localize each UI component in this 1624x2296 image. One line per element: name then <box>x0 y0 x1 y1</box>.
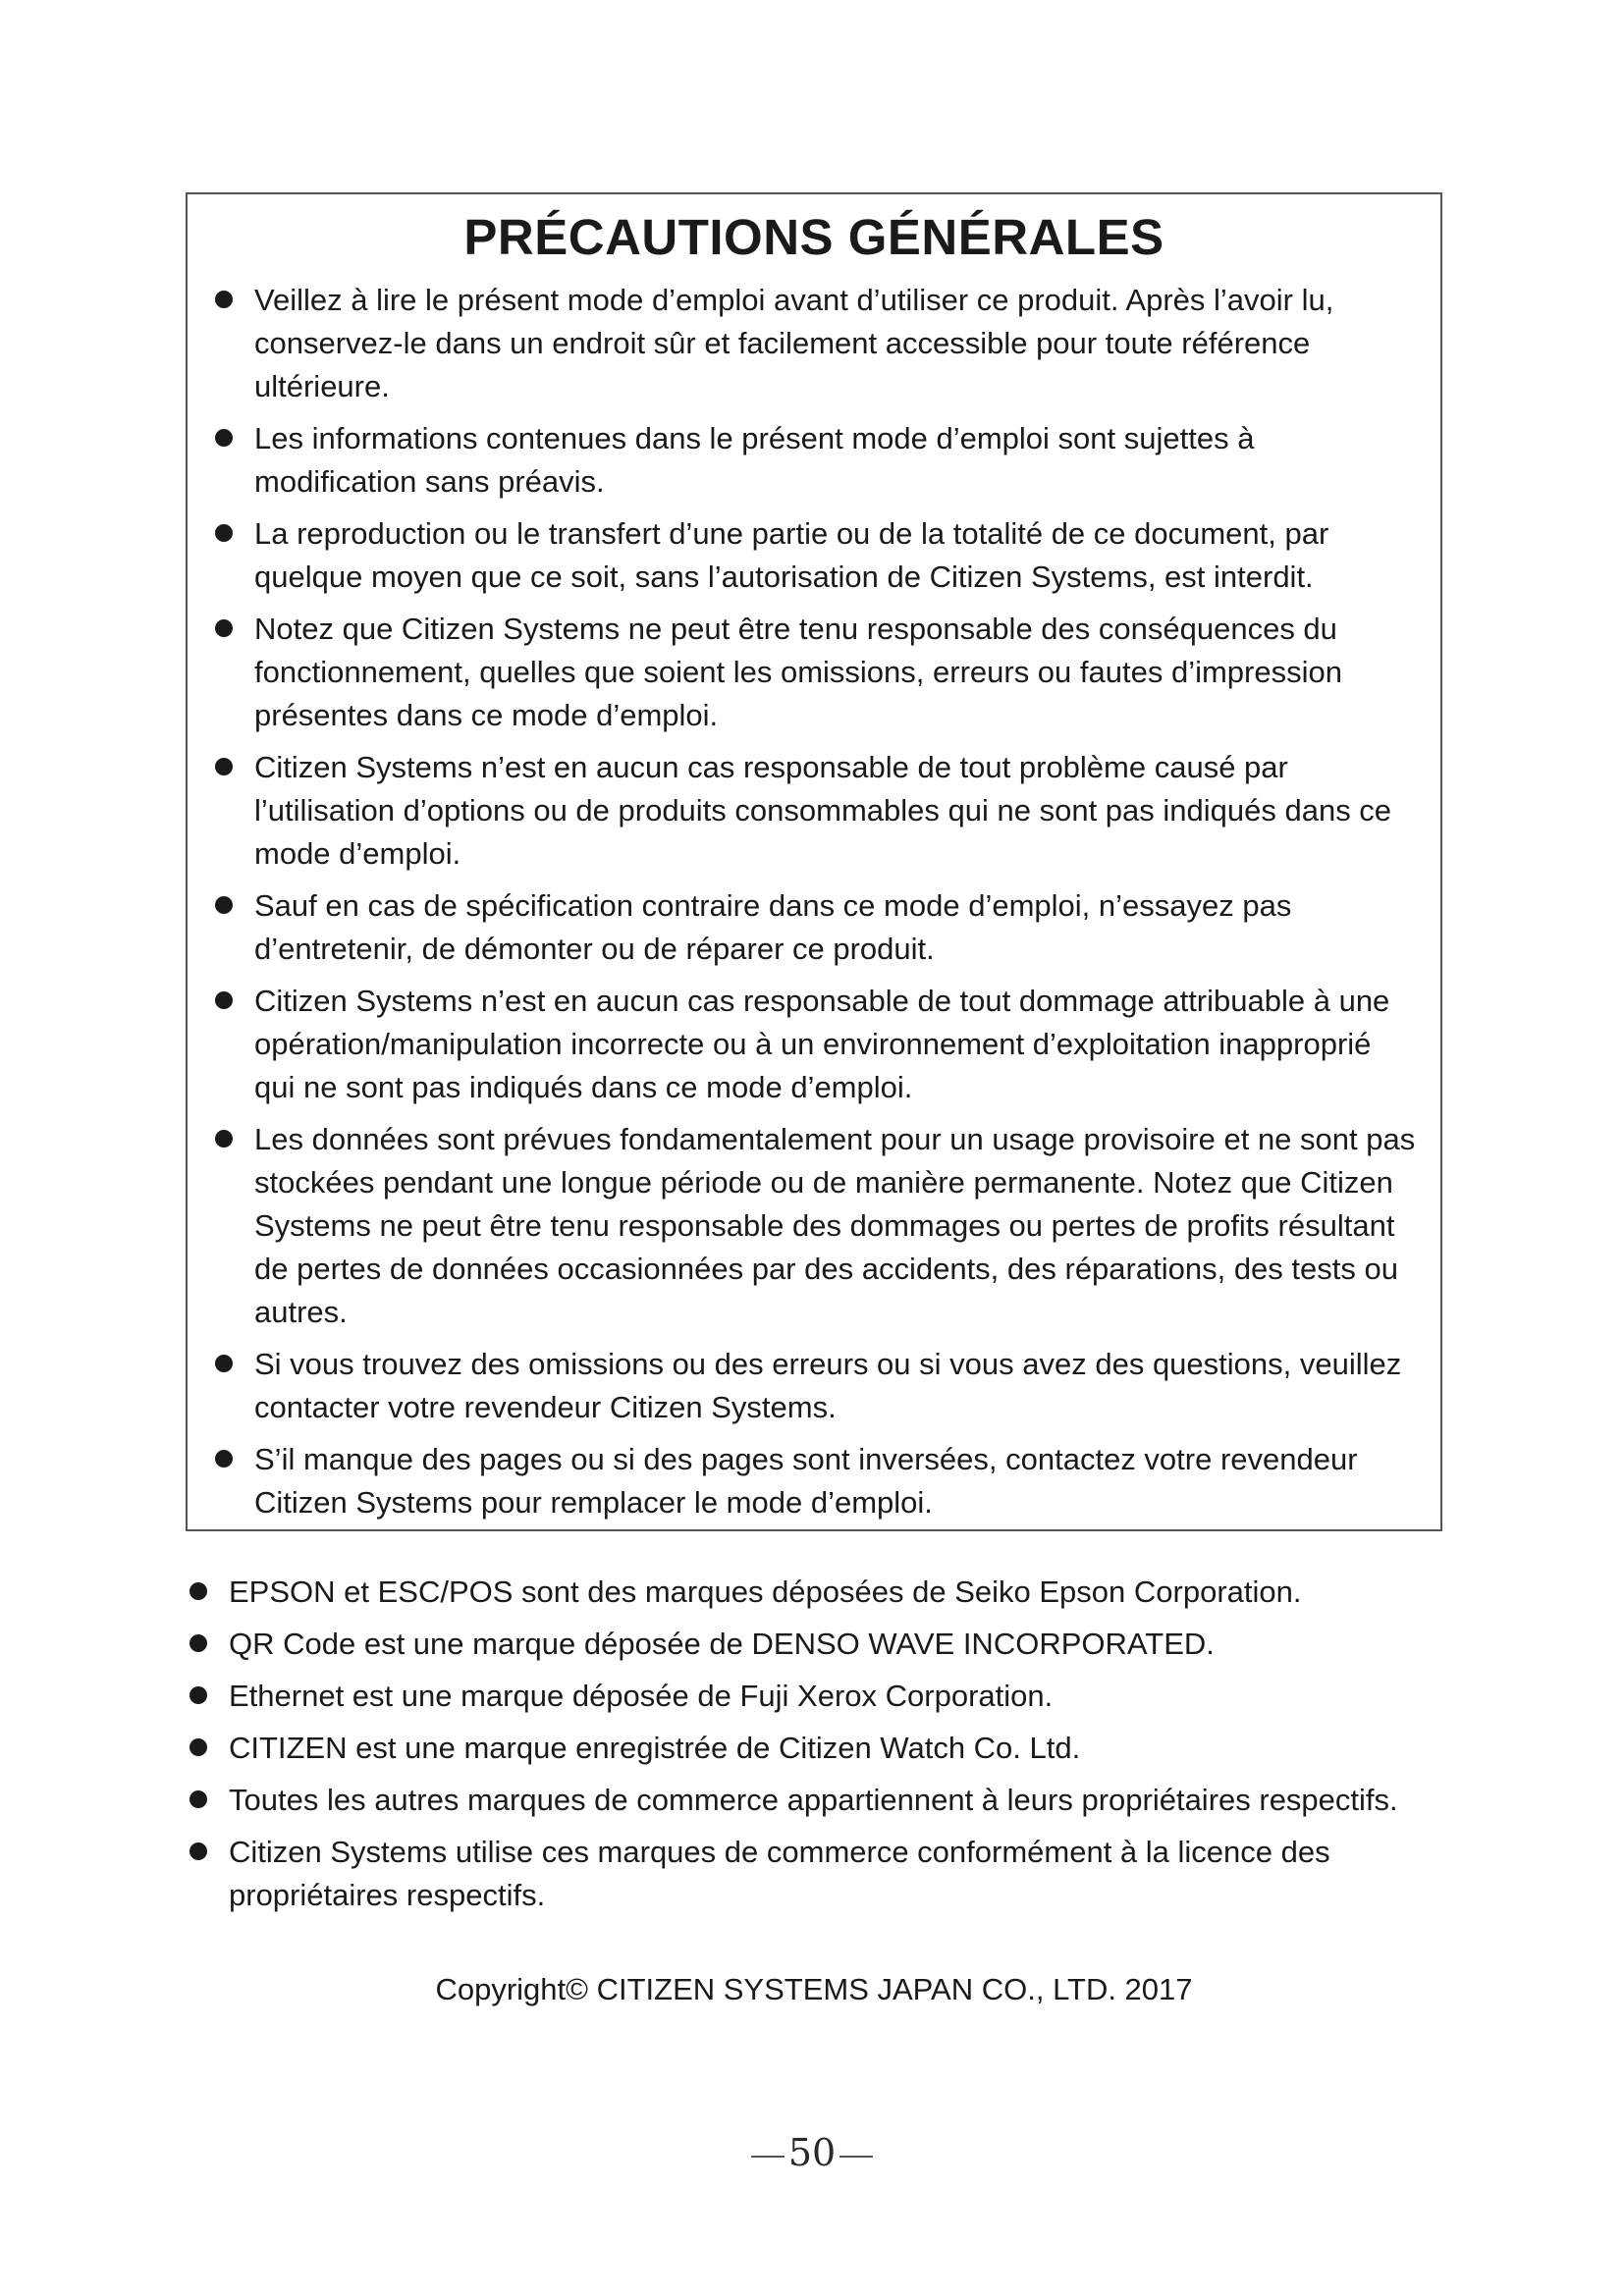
trademark-text: QR Code est une marque déposée de DENSO WAVE INCORPORATED. <box>229 1627 1215 1661</box>
bullet-icon <box>215 429 233 447</box>
trademarks-list <box>186 1571 1442 1917</box>
bullet-icon <box>215 291 233 308</box>
dash-left <box>751 2156 785 2158</box>
precautions-title: PRÉCAUTIONS GÉNÉRALES <box>463 209 1164 265</box>
bullet-icon <box>189 1686 207 1704</box>
trademark-item <box>186 1727 1442 1770</box>
precaution-item <box>211 417 1417 504</box>
bullet-icon <box>215 1130 233 1148</box>
precautions-box <box>186 192 1442 1531</box>
bullet-icon <box>215 1450 233 1468</box>
trademark-item <box>186 1675 1442 1718</box>
precaution-item <box>211 279 1417 408</box>
precaution-item <box>211 1343 1417 1429</box>
precaution-item <box>211 1118 1417 1334</box>
bullet-icon <box>215 991 233 1009</box>
bullet-icon <box>189 1738 207 1756</box>
trademark-text: Toutes les autres marques de commerce appartiennent à leurs propriétaires respectifs. <box>229 1783 1398 1817</box>
trademark-text: Ethernet est une marque déposée de Fuji Xerox Corporation. <box>229 1679 1054 1713</box>
precaution-text: Les informations contenues dans le présent mode d’emploi sont sujettes à modification sans préavis. <box>254 421 1255 499</box>
trademark-text: Citizen Systems utilise ces marques de commerce conformément à la licence des propriétaires respectifs. <box>229 1835 1330 1912</box>
bullet-icon <box>189 1790 207 1808</box>
precaution-text: Notez que Citizen Systems ne peut être tenu responsable des conséquences du fonctionnement, quelles que soient les omissions, erreurs ou fautes d’impression présentes dans ce mode d’emploi. <box>254 612 1342 732</box>
precaution-text: Les données sont prévues fondamentalement pour un usage provisoire et ne sont pas stockées pendant une longue période ou de manière permanente. Notez que Citizen Systems ne peut être tenu responsable des dommages ou pertes de profits résultant de pertes de données occasionnées par des accidents, des réparations, des tests ou autres. <box>254 1122 1416 1329</box>
precaution-item <box>211 512 1417 599</box>
precaution-item <box>211 884 1417 971</box>
copyright-line: Copyright© CITIZEN SYSTEMS JAPAN CO., LTD. 2017 <box>435 1972 1193 2006</box>
bullet-icon <box>189 1582 207 1600</box>
bullet-icon <box>189 1634 207 1652</box>
precautions-list <box>211 279 1417 1524</box>
trademark-item <box>186 1571 1442 1614</box>
bullet-icon <box>215 896 233 914</box>
precaution-item <box>211 608 1417 737</box>
bullet-icon <box>215 1355 233 1372</box>
precaution-text: Veillez à lire le présent mode d’emploi avant d’utiliser ce produit. Après l’avoir lu, conservez-le dans un endroit sûr et facilement accessible pour toute référence ultérieure. <box>254 283 1334 403</box>
page-number <box>0 2130 1624 2175</box>
trademark-item <box>186 1831 1442 1917</box>
bullet-icon <box>215 619 233 637</box>
bullet-icon <box>215 524 233 542</box>
dash-right <box>839 2156 873 2158</box>
bullet-icon <box>215 758 233 775</box>
trademark-item <box>186 1779 1442 1822</box>
precaution-text: S’il manque des pages ou si des pages sont inversées, contactez votre revendeur Citizen Systems pour remplacer le mode d’emploi. <box>254 1442 1358 1520</box>
bullet-icon <box>189 1842 207 1860</box>
page-number-value: 50 <box>787 2131 837 2174</box>
precaution-text: La reproduction ou le transfert d’une partie ou de la totalité de ce document, par quelque moyen que ce soit, sans l’autorisation de Citizen Systems, est interdit. <box>254 516 1329 594</box>
precaution-item <box>211 980 1417 1109</box>
precaution-item <box>211 746 1417 876</box>
precaution-text: Si vous trouvez des omissions ou des erreurs ou si vous avez des questions, veuillez contacter votre revendeur Citizen Systems. <box>254 1347 1402 1424</box>
precaution-text: Citizen Systems n’est en aucun cas responsable de tout problème causé par l’utilisation d’options ou de produits consommables qui ne sont pas indiqués dans ce mode d’emploi. <box>254 750 1392 871</box>
precaution-text: Sauf en cas de spécification contraire dans ce mode d’emploi, n’essayez pas d’entretenir, de démonter ou de réparer ce produit. <box>254 888 1292 966</box>
trademark-item <box>186 1623 1442 1666</box>
trademark-text: EPSON et ESC/POS sont des marques déposées de Seiko Epson Corporation. <box>229 1575 1302 1609</box>
trademarks-section <box>186 1571 1442 1926</box>
precaution-text: Citizen Systems n’est en aucun cas responsable de tout dommage attribuable à une opération/manipulation incorrecte ou à un environnement d’exploitation inapproprié qui ne sont pas indiqués dans ce mode d’emploi. <box>254 984 1390 1104</box>
trademark-text: CITIZEN est une marque enregistrée de Citizen Watch Co. Ltd. <box>229 1731 1081 1765</box>
precaution-item <box>211 1438 1417 1524</box>
